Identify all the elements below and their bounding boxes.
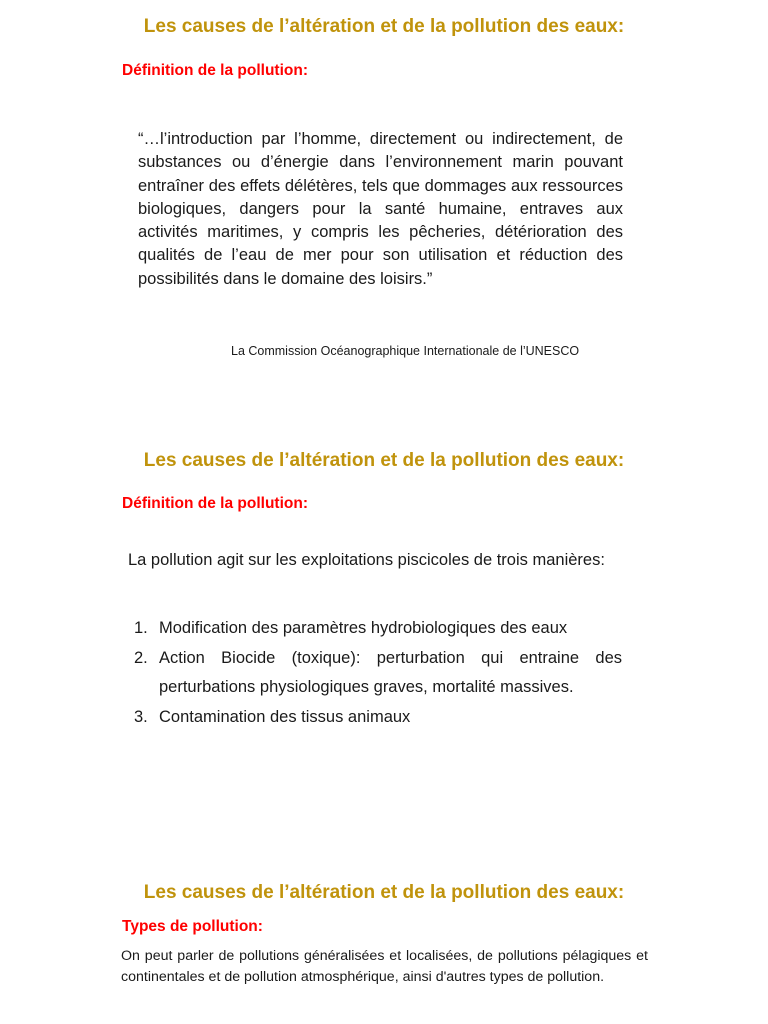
list-item <box>134 644 622 702</box>
slide-definition-quote <box>0 0 768 400</box>
quote-source: La Commission Océanographique Internationale de l’UNESCO <box>231 344 580 358</box>
list-number: 3. <box>134 708 148 726</box>
slide-pollution-types <box>0 840 768 1024</box>
list-number: 1. <box>134 619 148 637</box>
list-item <box>134 614 622 643</box>
slide-subtitle: Types de pollution: <box>122 918 263 935</box>
list-text: Modification des paramètres hydrobiologiques des eaux <box>159 619 568 637</box>
definition-quote: “…l’introduction par l’homme, directement ou indirectement, de substances ou d’énergie dans l’environnement marin pouvant entraîner des effets délétères, tels que dommages aux ressources biologiques, dangers pour la santé humaine, entraves aux activités maritimes, y compris les pêcheries, détérioration des qualités de l’eau de mer pour son utilisation et réduction des possibilités dans le domaine des loisirs.” <box>138 130 623 288</box>
pollution-types-paragraph: On peut parler de pollutions généralisées et localisées, de pollutions pélagiques et continentales et de pollution atmosphérique, ainsi d'autres types de pollution. <box>121 948 648 985</box>
list-number: 2. <box>134 649 148 667</box>
slide-pollution-effects <box>0 400 768 840</box>
slide-subtitle: Définition de la pollution: <box>122 495 308 512</box>
slide-title: Les causes de l’altération et de la pollution des eaux: <box>143 450 625 471</box>
list-text: Action Biocide (toxique): perturbation qui entraine des perturbations physiologiques graves, mortalité massives. <box>159 649 622 696</box>
intro-text: La pollution agit sur les exploitations piscicoles de trois manières: <box>128 551 605 569</box>
list-item <box>134 703 622 732</box>
list-text: Contamination des tissus animaux <box>159 708 411 726</box>
slide-title: Les causes de l’altération et de la pollution des eaux: <box>143 882 625 903</box>
slide-title: Les causes de l’altération et de la pollution des eaux: <box>143 16 625 37</box>
slide-subtitle: Définition de la pollution: <box>122 62 308 79</box>
